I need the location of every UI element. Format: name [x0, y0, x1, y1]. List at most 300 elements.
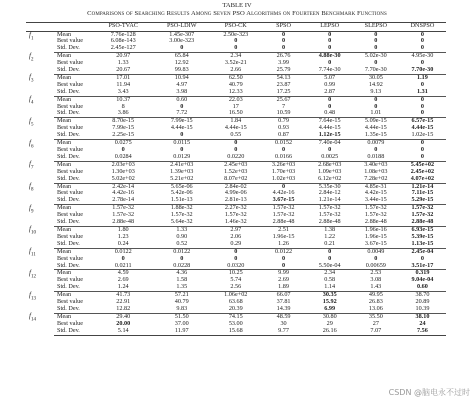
stat-label: Std. Dev.: [54, 197, 94, 204]
value-cell: 30.05: [368, 73, 383, 81]
value-cell: 2.45e-04: [411, 247, 434, 255]
value-cell: 2.97: [230, 225, 242, 233]
value-cell: 48.59: [276, 312, 291, 320]
value-cell: 0: [420, 95, 424, 103]
value-cell: 0.58: [324, 276, 336, 284]
value-cell: 3.98: [152, 89, 211, 96]
value-cell: 2.88e-48: [260, 219, 306, 226]
function-label: [26, 140, 54, 162]
value-cell: 2.51: [278, 225, 289, 233]
value-cell: 5.39e-15: [411, 232, 434, 240]
value-cell: 7: [282, 102, 286, 110]
value-cell: 1.43: [353, 284, 399, 291]
value-cell: 4.42e-16: [272, 189, 295, 197]
value-cell: 2.06: [230, 232, 242, 240]
stat-label: Std. Dev.: [54, 219, 94, 226]
value-cell: 13.06: [353, 306, 399, 313]
function-symbol: f: [29, 95, 31, 104]
header-row: [26, 23, 446, 32]
function-index: 1: [30, 35, 34, 41]
value-cell: 3.00e-323: [169, 37, 195, 45]
stat-label: Best value: [57, 298, 83, 306]
value-cell: 7.07: [353, 328, 399, 335]
value-cell: 0.21: [307, 241, 353, 248]
value-cell: 0: [420, 139, 424, 147]
value-cell: 1.38: [324, 225, 336, 233]
value-cell: 0: [328, 30, 332, 38]
stat-label: Mean: [57, 247, 72, 255]
value-cell: 0.93: [278, 124, 289, 132]
value-cell: 11.94: [116, 80, 131, 88]
value-cell: 0: [234, 254, 238, 262]
value-cell: 1.51e-13: [152, 197, 211, 204]
function-symbol: f: [29, 247, 31, 256]
value-cell: 65.84: [174, 52, 189, 60]
table-header: [26, 23, 446, 32]
stat-label: Best value: [57, 189, 83, 197]
stat-label: Std. Dev.: [54, 89, 94, 96]
value-cell: 30.35: [322, 291, 337, 299]
value-cell: 2.69: [117, 276, 129, 284]
value-cell: 1.58: [176, 276, 188, 284]
function-label: [26, 161, 54, 183]
stat-label: Std. Dev.: [54, 306, 94, 313]
value-cell: 2.41e+03: [170, 160, 194, 168]
stat-label: Std. Dev.: [54, 328, 94, 335]
value-cell: 0: [420, 37, 424, 45]
value-cell: 4.44e-15: [224, 124, 247, 132]
stat-label: Std. Dev.: [54, 132, 94, 139]
value-cell: 0.55: [211, 132, 260, 139]
function-index: 8: [30, 187, 34, 193]
value-cell: 3.51e-17: [399, 263, 446, 270]
value-cell: 7.99e-15: [112, 124, 135, 132]
value-cell: 6.57e-15: [411, 117, 434, 125]
function-index: 4: [30, 100, 34, 106]
function-symbol: f: [29, 30, 31, 39]
value-cell: 0: [399, 110, 446, 117]
value-cell: 4.42e-15: [364, 189, 387, 197]
value-cell: 1.24: [94, 284, 152, 291]
value-cell: 1.19: [417, 73, 428, 81]
function-label: [26, 205, 54, 227]
value-cell: 2.88e-48: [399, 219, 446, 226]
value-cell: 2.84e-02: [224, 182, 247, 190]
value-cell: 4.95e-30: [411, 52, 434, 60]
stat-label: Best value: [57, 167, 83, 175]
value-cell: 0.0115: [173, 139, 191, 147]
value-cell: 2.84e-12: [318, 189, 341, 197]
value-cell: 3.40e+03: [364, 160, 388, 168]
value-cell: 9.83: [152, 306, 211, 313]
value-cell: 1.02e-15: [399, 132, 446, 139]
value-cell: 1.13e-15: [399, 241, 446, 248]
value-cell: 3.08: [370, 276, 382, 284]
stat-label: Mean: [57, 30, 72, 38]
value-cell: 5.21e+02: [152, 176, 211, 183]
function-label: [26, 292, 54, 314]
value-cell: 0: [121, 146, 125, 153]
value-cell: 2.42e-14: [112, 182, 135, 190]
value-cell: 0.0220: [211, 154, 260, 161]
value-cell: 1.02e+03: [260, 176, 306, 183]
benchmark-table: [26, 22, 446, 336]
value-cell: 2.88e-48: [94, 219, 152, 226]
stat-label: Best value: [57, 211, 83, 219]
value-cell: 3.86: [94, 110, 152, 117]
value-cell: 0: [399, 154, 446, 161]
stat-label: Best value: [57, 80, 83, 88]
function-symbol: f: [29, 73, 31, 82]
value-cell: 5.14: [94, 328, 152, 335]
value-cell: 2.81e-13: [211, 197, 260, 204]
value-cell: 4.97: [176, 80, 188, 88]
value-cell: 2.45e+02: [410, 167, 435, 175]
value-cell: 1.57e-32: [364, 204, 387, 212]
value-cell: 4.42e-16: [112, 189, 135, 197]
value-cell: 38.70: [415, 291, 430, 299]
value-cell: 0: [328, 59, 332, 67]
value-cell: 7.76e-128: [110, 30, 136, 38]
value-cell: 23.87: [276, 80, 291, 88]
value-cell: 1.14: [307, 284, 353, 291]
function-label: [26, 183, 54, 205]
value-cell: 1.96e-15: [272, 232, 295, 240]
stat-label: Mean: [57, 139, 72, 147]
value-cell: 1.70e+03: [271, 167, 296, 175]
value-cell: 0: [180, 102, 184, 110]
value-cell: 0: [260, 45, 306, 52]
value-cell: 0.29: [211, 241, 260, 248]
header-col: PSO-TVAC: [94, 23, 152, 32]
value-cell: 2.27e-32: [224, 204, 247, 212]
value-cell: 0.60: [399, 284, 446, 291]
value-cell: 62.50: [228, 73, 243, 81]
function-index: 7: [30, 165, 34, 171]
value-cell: 0.0025: [307, 154, 353, 161]
stat-label: Std. Dev.: [54, 176, 94, 183]
value-cell: 5.02e+02: [94, 176, 152, 183]
value-cell: 4.85e-31: [364, 182, 387, 190]
value-cell: 1.01: [353, 110, 399, 117]
value-cell: 22.03: [228, 95, 243, 103]
value-cell: 29: [326, 319, 333, 327]
function-index: 14: [30, 317, 36, 323]
value-cell: 0: [282, 254, 286, 262]
value-cell: 1.12e-15: [307, 132, 353, 139]
function-index: 6: [30, 143, 34, 149]
stat-label: Mean: [57, 117, 72, 125]
value-cell: 0.48: [307, 110, 353, 117]
value-cell: 7.28e+02: [353, 176, 399, 183]
value-cell: 2.69: [278, 276, 289, 284]
value-cell: 15.68: [211, 328, 260, 335]
value-cell: 17.01: [116, 73, 131, 81]
value-cell: 14.39: [260, 306, 306, 313]
function-symbol: f: [29, 203, 31, 212]
value-cell: 5.09e-15: [364, 117, 387, 125]
stat-label: Mean: [57, 52, 72, 60]
value-cell: 0: [328, 254, 332, 262]
function-symbol: f: [29, 138, 31, 147]
function-index: 13: [30, 296, 36, 302]
value-cell: 0.0122: [275, 247, 293, 255]
stat-label: Mean: [57, 312, 72, 320]
value-cell: 0.0049: [367, 247, 385, 255]
value-cell: 1.08e+03: [364, 167, 388, 175]
value-cell: 0: [282, 146, 286, 153]
value-cell: 5.50e-04: [307, 263, 353, 270]
header-stat-col: [54, 23, 94, 32]
value-cell: 17.25: [260, 89, 306, 96]
function-label: [26, 118, 54, 140]
value-cell: 2.25e-15: [94, 132, 152, 139]
value-cell: 5.42e-06: [170, 189, 193, 197]
value-cell: 2.34: [230, 52, 242, 60]
value-cell: 0.319: [415, 269, 430, 277]
value-cell: 9.04e-04: [411, 276, 434, 284]
value-cell: 7.56: [399, 328, 446, 335]
value-cell: 0: [420, 30, 424, 38]
value-cell: 0: [260, 263, 306, 270]
function-symbol: f: [29, 160, 31, 169]
value-cell: 6.93e-15: [411, 225, 434, 233]
function-symbol: f: [29, 225, 31, 234]
value-cell: 1.21e-14: [411, 182, 434, 190]
value-cell: 4.44e-15: [170, 124, 193, 132]
value-cell: 40.79: [228, 80, 243, 88]
value-cell: 0: [420, 59, 424, 67]
value-cell: 12.33: [211, 89, 260, 96]
value-cell: 38.10: [415, 312, 430, 320]
value-cell: 10.94: [174, 73, 189, 81]
function-symbol: f: [29, 312, 31, 321]
value-cell: 0: [374, 37, 378, 45]
value-cell: 0: [282, 182, 286, 190]
value-cell: 10.37: [116, 95, 131, 103]
value-cell: 16.50: [211, 110, 260, 117]
header-col: PSO-CK: [211, 23, 260, 32]
function-label: [26, 313, 54, 335]
value-cell: 53.00: [228, 319, 243, 327]
value-cell: 0: [420, 254, 424, 262]
value-cell: 12.82: [94, 306, 152, 313]
value-cell: 2.88e-48: [353, 219, 399, 226]
value-cell: 0.0152: [275, 139, 293, 147]
value-cell: 20.89: [415, 298, 430, 306]
value-cell: 1.57e-32: [272, 204, 295, 212]
value-cell: 1.33: [117, 59, 129, 67]
value-cell: 3.67e-15: [353, 241, 399, 248]
value-cell: 0: [353, 45, 399, 52]
value-cell: 0: [180, 254, 184, 262]
value-cell: 54.13: [276, 73, 291, 81]
function-index: 10: [30, 230, 36, 236]
stat-label: Std. Dev.: [54, 284, 94, 291]
value-cell: 0: [328, 95, 332, 103]
function-symbol: f: [29, 268, 31, 277]
value-cell: 1.35: [152, 284, 211, 291]
value-cell: 1.57e-32: [364, 211, 387, 219]
value-cell: 8: [121, 102, 125, 110]
value-cell: 26.16: [307, 328, 353, 335]
value-cell: 0: [374, 59, 378, 67]
value-cell: 26.83: [368, 298, 383, 306]
value-cell: 3.44e-15: [353, 197, 399, 204]
stat-label: Best value: [57, 319, 83, 327]
value-cell: 0.0228: [152, 263, 211, 270]
function-index: 12: [30, 274, 36, 280]
stat-label: Best value: [57, 276, 83, 284]
value-cell: 20.67: [94, 67, 152, 74]
value-cell: 40.79: [174, 298, 189, 306]
value-cell: 1.57e-32: [318, 204, 341, 212]
stat-label: Mean: [57, 291, 72, 299]
value-cell: 5.45e+02: [410, 160, 435, 168]
value-cell: 20.97: [116, 52, 131, 60]
value-cell: 0: [180, 146, 184, 153]
stat-label: Best value: [57, 102, 83, 110]
value-cell: 1.88e-32: [170, 204, 193, 212]
value-cell: 6.08e-143: [110, 37, 136, 45]
function-index: 9: [30, 209, 34, 215]
table-row: [26, 328, 446, 335]
table-title: Comparisons of Searching Results Among Seven PSO Algorithms on Fourteen Benchmark Functions: [87, 9, 387, 17]
value-cell: 49.95: [368, 291, 383, 299]
value-cell: 1.39e+03: [170, 167, 194, 175]
value-cell: 0: [374, 254, 378, 262]
value-cell: 1.96e-16: [364, 225, 387, 233]
value-cell: 26.76: [276, 52, 291, 60]
value-cell: 27: [372, 319, 379, 327]
value-cell: 1.57e-32: [411, 211, 434, 219]
value-cell: 1.57e-32: [272, 211, 295, 219]
value-cell: 1.57e-32: [224, 211, 247, 219]
stat-label: Std. Dev.: [54, 110, 94, 117]
table-caption: [0, 0, 474, 17]
table-label: TABLE IV: [222, 2, 252, 9]
value-cell: 0.90: [176, 232, 188, 240]
table-body: [26, 31, 446, 335]
value-cell: 1.26: [260, 241, 306, 248]
value-cell: 0.0122: [173, 247, 191, 255]
value-cell: 1.96e-15: [364, 232, 387, 240]
value-cell: 10.59: [260, 110, 306, 117]
function-label: [26, 226, 54, 248]
value-cell: 2.56: [211, 284, 260, 291]
value-cell: 0: [234, 139, 238, 147]
value-cell: 0: [328, 37, 332, 45]
value-cell: 25.67: [276, 95, 291, 103]
value-cell: 14.92: [368, 80, 383, 88]
stat-label: Best value: [57, 232, 83, 240]
value-cell: 1.57e-32: [170, 211, 193, 219]
value-cell: 17: [232, 102, 239, 110]
function-label: [26, 96, 54, 118]
value-cell: 5.07: [324, 73, 336, 81]
value-cell: 63.68: [228, 298, 243, 306]
value-cell: 9.13: [353, 89, 399, 96]
value-cell: 10.25: [228, 269, 243, 277]
value-cell: 0.00659: [353, 263, 399, 270]
watermark: CSDN @脑电永不过时: [388, 388, 470, 397]
value-cell: 0: [307, 45, 353, 52]
stat-label: Mean: [57, 95, 72, 103]
value-cell: 1.33: [176, 225, 188, 233]
stat-label: Mean: [57, 182, 72, 190]
value-cell: 1.89: [260, 284, 306, 291]
value-cell: 7.64e-15: [318, 117, 341, 125]
value-cell: 1.23: [117, 232, 129, 240]
function-label: [26, 74, 54, 96]
value-cell: 0: [282, 37, 286, 45]
value-cell: 3.52e-21: [224, 59, 247, 67]
value-cell: 0: [152, 45, 211, 52]
value-cell: 1.31: [399, 89, 446, 96]
value-cell: 0: [328, 102, 332, 110]
function-index: 11: [30, 252, 36, 258]
header-col: DNSPSO: [399, 23, 446, 32]
value-cell: 7.74e-30: [307, 67, 353, 74]
value-cell: 0: [420, 80, 424, 88]
value-cell: 1.57e-32: [112, 211, 135, 219]
function-index: 5: [30, 122, 34, 128]
value-cell: 4.44e-15: [411, 124, 434, 132]
function-symbol: f: [29, 182, 31, 191]
value-cell: 1.09e+03: [318, 167, 342, 175]
value-cell: 1.35e-15: [353, 132, 399, 139]
value-cell: 0.24: [94, 241, 152, 248]
value-cell: 9.77: [260, 328, 306, 335]
value-cell: 0.0166: [260, 154, 306, 161]
stat-label: Best value: [57, 146, 83, 153]
value-cell: 6.99: [307, 306, 353, 313]
value-cell: 1.84: [230, 117, 242, 125]
value-cell: 25.79: [260, 67, 306, 74]
value-cell: 8.70e-15: [112, 117, 135, 125]
value-cell: 0: [420, 146, 424, 153]
value-cell: 0: [420, 102, 424, 110]
value-cell: 0: [152, 132, 211, 139]
header-col: SPSO: [260, 23, 306, 32]
value-cell: 99.83: [152, 67, 211, 74]
value-cell: 5.35e-30: [318, 182, 341, 190]
stat-label: Best value: [57, 37, 83, 45]
value-cell: 2.68e+03: [318, 160, 342, 168]
value-cell: 20.39: [211, 306, 260, 313]
value-cell: 0.0079: [367, 139, 385, 147]
value-cell: 74.15: [228, 312, 243, 320]
value-cell: 0: [234, 37, 238, 45]
stat-label: Best value: [57, 124, 83, 132]
value-cell: 0.99: [324, 80, 336, 88]
value-cell: 0: [374, 95, 378, 103]
value-cell: 1.46e-32: [211, 219, 260, 226]
value-cell: 2.45e-127: [94, 45, 152, 52]
stat-label: Mean: [57, 204, 72, 212]
value-cell: 12.92: [174, 59, 189, 67]
value-cell: 0.52: [152, 241, 211, 248]
value-cell: 66.07: [276, 291, 291, 299]
value-cell: 8.07e+02: [211, 176, 260, 183]
function-label: [26, 248, 54, 270]
value-cell: 6.12e+02: [307, 176, 353, 183]
value-cell: 0.79: [278, 117, 289, 125]
header-col: SLEPSO: [353, 23, 399, 32]
stat-label: Std. Dev.: [54, 45, 94, 52]
table-row: [26, 176, 446, 183]
value-cell: 2.34: [324, 269, 336, 277]
